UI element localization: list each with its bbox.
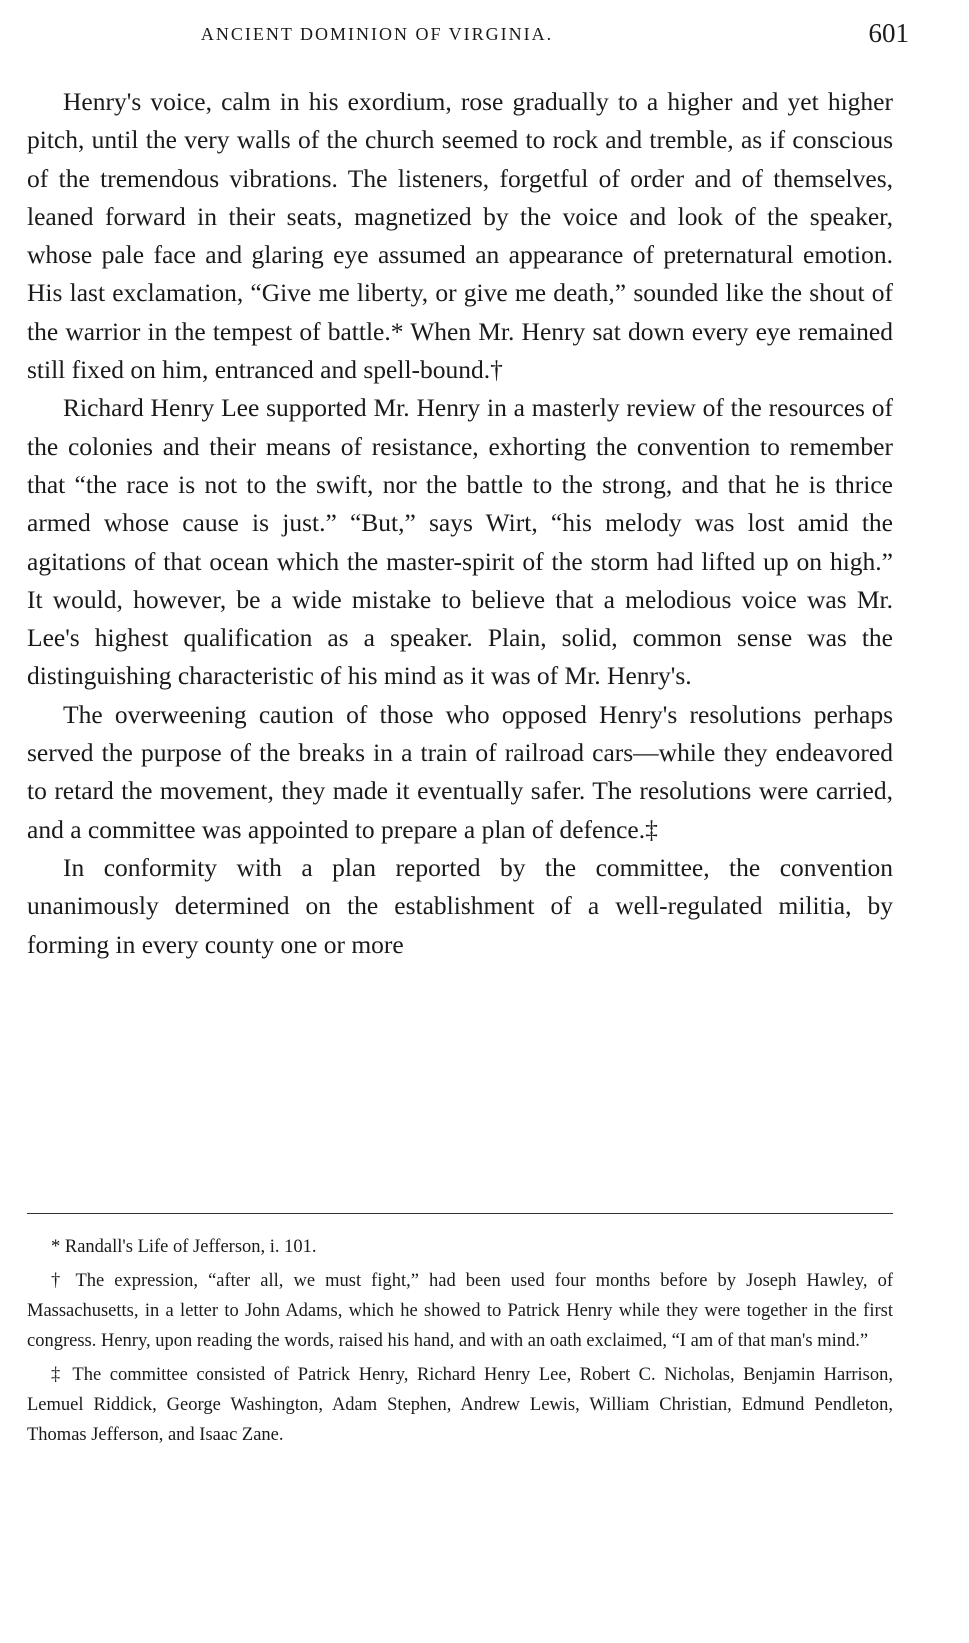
paragraph-henry-speech: Henry's voice, calm in his exordium, rose gradually to a higher and yet higher pitch, until the very walls of the church seemed to rock and tremble, as if conscious of the tremendous vibrations. The listeners, forgetful of order and of themselves, leaned forward in their seats, magnetized by the voice and look of the speaker, whose pale face and glaring eye assumed an appearance of preternatural emotion. His last exclamation, “Give me liberty, or give me death,” sounded like the shout of the warrior in the tempest of battle.* When Mr. Henry sat down every eye remained still fixed on him, entranced and spell-bound.†: [27, 87, 893, 385]
paragraph-resolutions: The overweening caution of those who opposed Henry's resolutions perhaps served the purpose of the breaks in a train of railroad cars—while they endeavored to retard the movement, they made it eventually safer. The resolutions were carried, and a committee was appointed to prepare a plan of defence.‡: [27, 699, 893, 844]
footnotes: [27, 1232, 893, 1454]
paragraph-richard-henry-lee: Richard Henry Lee supported Mr. Henry in a masterly review of the resources of the colonies and their means of resistance, exhorting the convention to remember that “the race is not to the swift, nor the battle to the strong, and that he is thrice armed whose cause is just.” “But,” says Wirt, “his melody was lost amid the agitations of that ocean which the master-spirit of the storm had lifted up on high.” It would, however, be a wide mistake to believe that a melodious voice was Mr. Lee's highest qualification as a speaker. Plain, solid, common sense was the distinguishing characteristic of his mind as it was of Mr. Henry's.: [27, 393, 893, 691]
paragraph-militia-plan: In conformity with a plan reported by the committee, the convention unanimously determined on the establishment of a well-regulated militia, by forming in every county one or more: [27, 852, 893, 959]
footnote-double-dagger: ‡ The committee consisted of Patrick Henry, Richard Henry Lee, Robert C. Nicholas, Benjamin Harrison, Lemuel Riddick, George Washington, Adam Stephen, Andrew Lewis, William Christian, Edmund Pendleton, Thomas Jefferson, and Isaac Zane.: [27, 1365, 893, 1445]
footnote-asterisk: * Randall's Life of Jefferson, i. 101.: [51, 1237, 317, 1257]
book-page: [27, 0, 927, 1643]
running-head: [27, 18, 927, 48]
page-number: 601: [868, 18, 909, 48]
footnote-divider: [27, 1213, 893, 1214]
running-title: ANCIENT DOMINION OF VIRGINIA.: [200, 24, 554, 44]
footnote-dagger: † The expression, “after all, we must fight,” had been used four months before by Joseph Hawley, of Massachusetts, in a letter to John Adams, which he showed to Patrick Henry while they were together in the first congress. Henry, upon reading the words, raised his hand, and with an oath exclaimed, “I am of that man's mind.”: [27, 1271, 893, 1351]
body-text: [27, 83, 893, 964]
